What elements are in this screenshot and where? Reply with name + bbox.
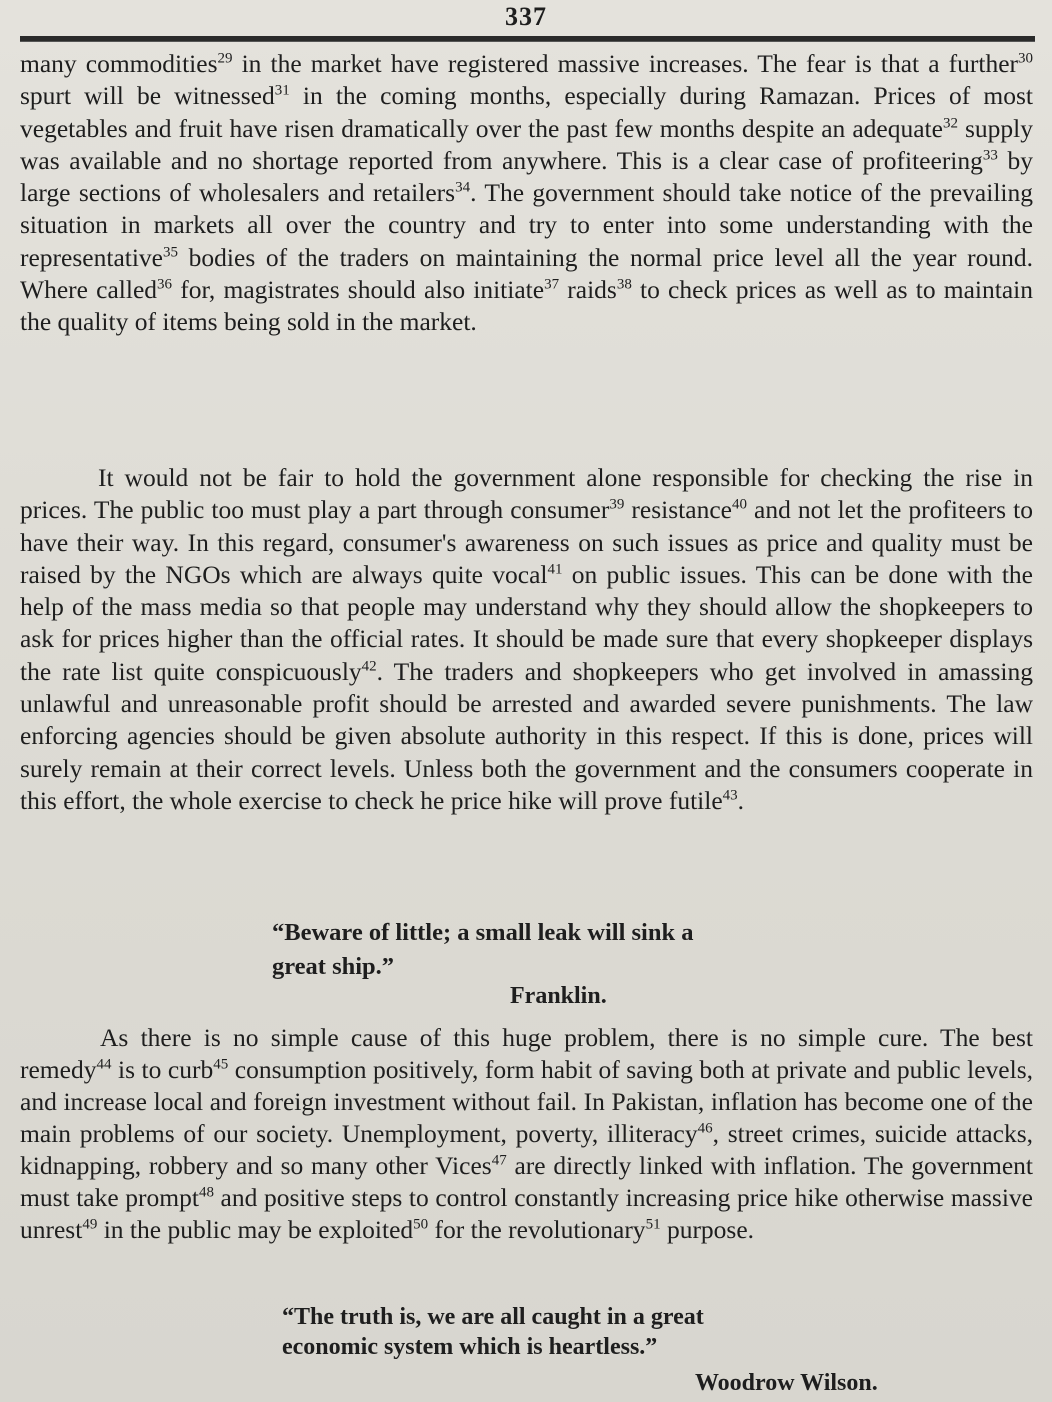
footnote-marker: 30 <box>1018 50 1034 67</box>
footnote-marker: 32 <box>942 115 958 132</box>
quote-wilson <box>282 1302 842 1362</box>
text-segment: and positive steps to control constantly increasing price hike otherwise massive unrest <box>20 1183 1033 1244</box>
text-segment: purpose. <box>660 1215 755 1244</box>
text-segment: in the public may be exploited <box>97 1215 414 1244</box>
text-segment: on public issues. This can be done with the help of the mass media so that people may understand why they should allow the shopkeepers to ask for prices higher than the official rates. It should be made sure that every shopkeeper displays the rate list quite conspicuously <box>20 559 1033 686</box>
paragraph-2 <box>20 462 1033 817</box>
footnote-marker: 49 <box>82 1216 98 1233</box>
quote-wilson-line-1: “The truth is, we are all caught in a great <box>282 1304 704 1330</box>
footnote-marker: 40 <box>731 496 747 513</box>
text-segment: to check prices as well as to maintain the quality of items being sold in the market. <box>20 275 1033 337</box>
footnote-marker: 48 <box>198 1184 214 1201</box>
text-segment: by large sections of wholesalers and retailers <box>20 145 1033 208</box>
text-segment: consumption positively, form habit of saving both at private and public levels, and increase local and foreign investment without fail. In Pakistan, inflation has become one of the main problems of our society. Unemployment, poverty, illiteracy <box>20 1055 1033 1148</box>
quote-author-franklin: Franklin. <box>510 983 607 1009</box>
footnote-marker: 50 <box>413 1216 429 1233</box>
footnote-marker: 35 <box>163 244 179 261</box>
page-number: 337 <box>505 2 547 31</box>
text-segment: for, magistrates should also initiate <box>172 275 545 305</box>
text-segment: and not let the profiteers to have their way. In this regard, consumer's awareness on such issues as price and quality must be raised by the NGOs which are always quite vocal <box>20 495 1033 589</box>
text-segment: . The traders and shopkeepers who get involved in amassing unlawful and unreasonable profit should be arrested and awarded severe punishments. The law enforcing agencies should be given absolute authority in this respect. If this is done, prices will surely remain at their correct levels. Unless both the government and the consumers cooperate in this effort, the whole exercise to check he price hike will prove futile <box>20 656 1033 815</box>
header-rule <box>20 36 1035 42</box>
footnote-marker: 39 <box>609 496 625 513</box>
footnote-marker: 44 <box>96 1056 112 1073</box>
paragraph-3 <box>20 1022 1033 1246</box>
quote-author-wilson: Woodrow Wilson. <box>695 1370 878 1396</box>
footnote-marker: 29 <box>217 50 233 67</box>
text-segment: many commodities <box>20 49 218 78</box>
text-segment: resistance <box>624 495 732 525</box>
footnote-marker: 33 <box>982 147 998 164</box>
text-segment: It would not be fair to hold the government alone responsible for checking the rise in prices. The public too must play a part through consumer <box>20 463 1033 525</box>
footnote-marker: 42 <box>361 658 377 675</box>
text-segment: , street crimes, suicide attacks, kidnapping, robbery and so many other Vices <box>20 1119 1033 1180</box>
footnote-marker: 46 <box>697 1120 713 1137</box>
footnote-marker: 47 <box>491 1152 507 1169</box>
footnote-marker: 37 <box>544 276 560 293</box>
quote-wilson-line-2: economic system which is heartless.” <box>282 1334 658 1360</box>
text-segment: . <box>737 785 745 815</box>
text-segment: bodies of the traders on maintaining the normal price level all the year round. Where called <box>20 242 1033 305</box>
footnote-marker: 51 <box>645 1216 661 1233</box>
text-segment: raids <box>559 275 617 305</box>
text-segment: are directly linked with inflation. The government must take prompt <box>20 1151 1033 1212</box>
quote-franklin <box>272 916 812 984</box>
text-segment: in the coming months, especially during Ramazan. Prices of most vegetables and fruit have risen dramatically over the past few months despite an adequate <box>20 81 1033 143</box>
footnote-marker: 43 <box>722 787 738 804</box>
footnote-marker: 38 <box>616 276 632 293</box>
text-segment: . The government should take notice of the prevailing situation in markets all over the country and try to enter into some understanding with the representative <box>20 178 1033 272</box>
text-segment: for the revolutionary <box>428 1215 646 1244</box>
text-segment: is to curb <box>111 1055 214 1084</box>
footnote-marker: 45 <box>213 1056 229 1073</box>
footnote-marker: 36 <box>157 276 173 293</box>
text-segment: in the market have registered massive increases. The fear is that a further <box>232 49 1019 78</box>
footnote-marker: 41 <box>547 561 563 578</box>
text-segment: supply was available and no shortage reported from anywhere. This is a clear case of profiteering <box>20 113 1033 175</box>
quote-franklin-line-1: “Beware of little; a small leak will sink a <box>272 919 694 946</box>
quote-franklin-line-2: great ship.” <box>272 953 395 980</box>
footnote-marker: 34 <box>455 179 471 196</box>
footnote-marker: 31 <box>274 82 290 99</box>
paragraph-1 <box>20 48 1033 339</box>
text-segment: spurt will be witnessed <box>20 81 275 111</box>
text-segment: As there is no simple cause of this huge problem, there is no simple cure. The best remedy <box>20 1023 1033 1084</box>
